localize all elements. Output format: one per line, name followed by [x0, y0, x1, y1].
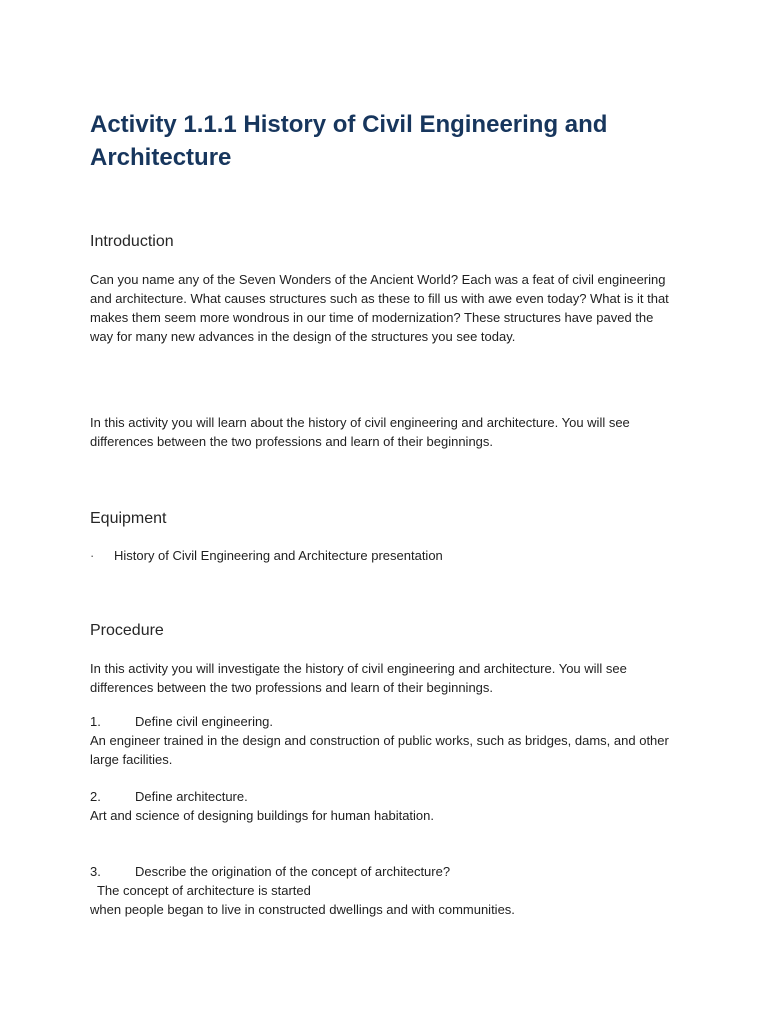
- step-answer-line-1: The concept of architecture is started: [90, 883, 311, 898]
- step-question: Describe the origination of the concept of architecture?: [135, 864, 451, 879]
- introduction-paragraph-2: In this activity you will learn about the history of civil engineering and architecture. You will see differences between the two professions and learn of their beginnings.: [90, 415, 630, 449]
- step-number: 1.: [90, 714, 101, 729]
- introduction-paragraph: Can you name any of the Seven Wonders of the Ancient World? Each was a feat of civil engineering and architecture. What causes structures such as these to fill us with awe even today? What is it that makes them seem more wondrous in our time of modernization? These structures have paved the way for many new advances in the design of the structures you see today.: [90, 272, 669, 344]
- step-answer: Art and science of designing buildings for human habitation.: [90, 808, 434, 823]
- bullet-marker: ·: [90, 548, 95, 563]
- procedure-heading: Procedure: [90, 622, 164, 639]
- procedure-step-3: [90, 862, 690, 919]
- equipment-heading: Equipment: [90, 510, 167, 527]
- introduction-heading: Introduction: [90, 233, 174, 250]
- equipment-item-text: History of Civil Engineering and Architecture presentation: [114, 548, 443, 563]
- procedure-step-2: [90, 787, 690, 825]
- page-title: Activity 1.1.1 History of Civil Engineering and Architecture: [90, 111, 608, 171]
- step-question: Define architecture.: [135, 789, 248, 804]
- equipment-list-item: [90, 546, 443, 565]
- procedure-step-1: [90, 712, 690, 769]
- step-number: 2.: [90, 789, 101, 804]
- step-answer-line-2: when people began to live in constructed dwellings and with communities.: [90, 902, 515, 917]
- step-number: 3.: [90, 864, 101, 879]
- step-answer: An engineer trained in the design and construction of public works, such as bridges, dams, and other large facilities.: [90, 733, 669, 767]
- step-question: Define civil engineering.: [135, 714, 274, 729]
- procedure-intro: In this activity you will investigate the history of civil engineering and architecture. You will see differences between the two professions and learn of their beginnings.: [90, 661, 627, 695]
